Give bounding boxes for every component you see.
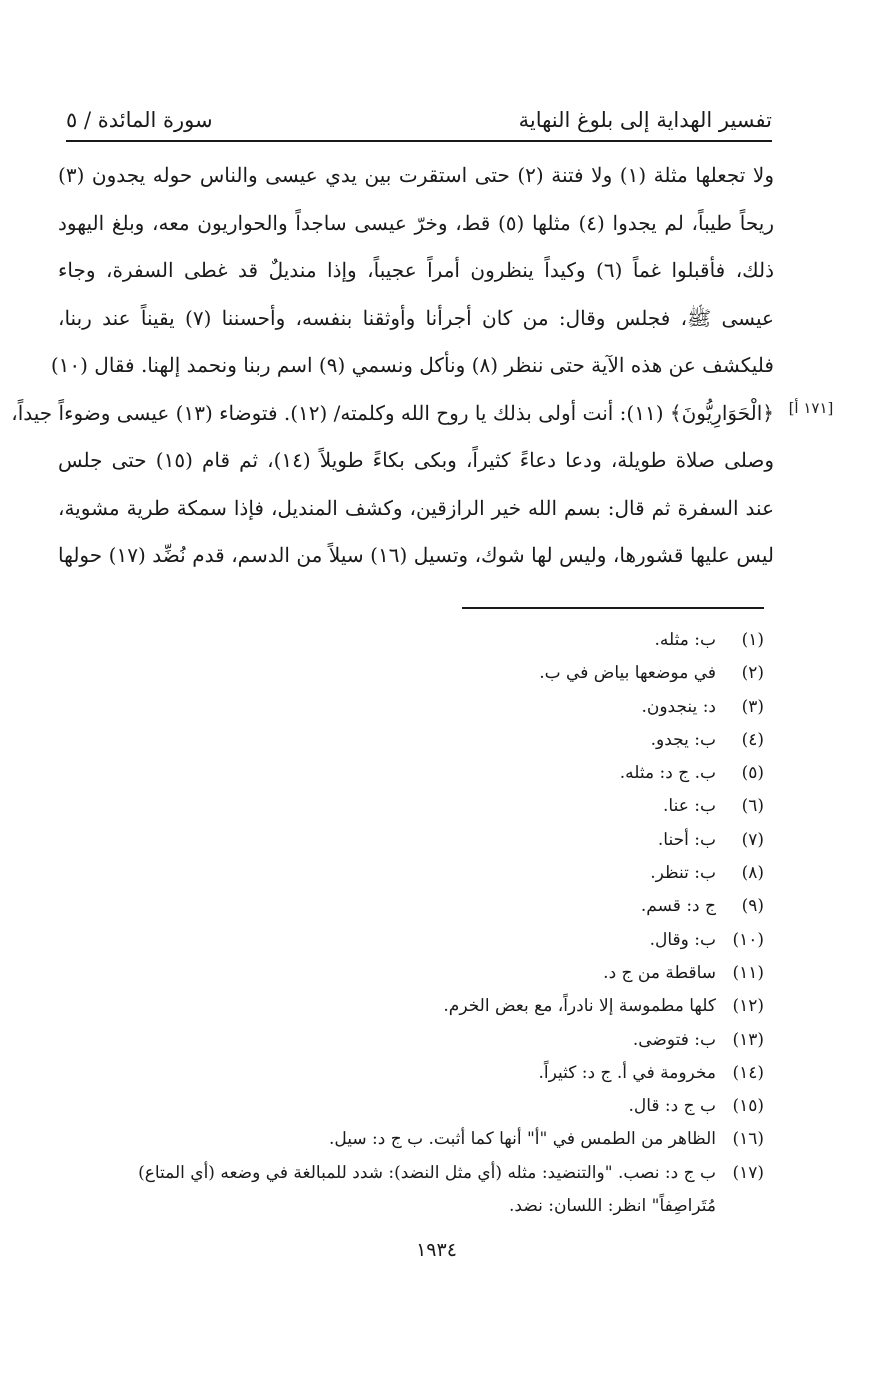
footnote-text: ب: وقال.	[649, 929, 716, 950]
footnote	[70, 1090, 764, 1123]
footnote-number: (١١)	[732, 962, 764, 983]
footnote-text: في موضعها بياض في ب.	[539, 663, 716, 684]
footnote	[70, 857, 764, 890]
footnote-number: (٦)	[741, 796, 764, 817]
footnote-number: (٨)	[741, 863, 764, 884]
text-line: ريحاً طيباً، لم يجدوا (٤) مثلها (٥) قط، وخرّ عيسى ساجداً والحواريون معه، وبلغ اليهود	[58, 210, 774, 235]
header-rule	[66, 140, 772, 142]
footnote-text: ب: مثله.	[654, 630, 716, 650]
footnote-number: (١٤)	[732, 1062, 764, 1083]
footnote-number: (١٢)	[732, 996, 764, 1017]
footnote	[70, 691, 764, 724]
footnote	[70, 790, 764, 823]
footnote-number: (٣)	[741, 696, 764, 717]
footnote-text: ج د: قسم.	[640, 896, 716, 917]
surah-page-label: سورة المائدة / ٥	[66, 108, 213, 132]
footnote-rule	[462, 607, 764, 609]
footnote	[70, 724, 764, 757]
footnote-number: (١٠)	[732, 929, 764, 950]
footnote	[70, 990, 764, 1023]
text-line: ليس عليها قشورها، وليس لها شوك، وتسيل (١٦) سيلاً من الدسم، قدم نُضِّد (١٧) حولها	[58, 543, 775, 567]
book-title: تفسير الهداية إلى بلوغ النهاية	[518, 108, 772, 132]
text-line: ذلك، فأقبلوا غماً (٦) وكيداً ينظرون أمراً عجيباً، وإذا منديلٌ قد غطى السفرة، وجاء	[58, 258, 775, 282]
footnote-number: (٧)	[741, 829, 764, 850]
footnote	[70, 624, 764, 657]
footnote-number: (١٣)	[732, 1029, 764, 1050]
footnote-text: ب ج د: نصب. "والتنضيد: مثله (أي مثل النضد): شدد للمبالغة في وضعه (أي المتاع)	[138, 1162, 716, 1183]
footnotes	[70, 624, 764, 1223]
text-line: ولا تجعلها مثلة (١) ولا فتنة (٢) حتى استقرت بين يدي عيسى والناس حوله يجدون (٣)	[58, 163, 774, 187]
text-line: فليكشف عن هذه الآية حتى ننظر (٨) ونأكل ونسمي (٩) اسم ربنا ونحمد إلهنا. فقال (١٠)	[50, 353, 774, 377]
footnote-text: ب: تنظر.	[650, 863, 716, 884]
text-line: ﴿الْحَوَارِيُّونَ﴾ (١١): أنت أولى بذلك يا روح الله وكلمته/ (١٢). فتوضاء (١٣) عيسى وضوءاً جيداً،	[11, 400, 774, 425]
footnote-continuation: مُتَراصِفاً" انظر: اللسان: نضد.	[509, 1196, 716, 1217]
footnote	[70, 657, 764, 690]
footnote-number: (١٥)	[732, 1096, 764, 1117]
main-text	[11, 152, 775, 580]
text-line: وصلى صلاة طويلة، ودعا دعاءً كثيراً، وبكى بكاءً طويلاً (١٤)، ثم قام (١٥) حتى جلس	[58, 448, 775, 472]
text-line: عيسى ﷺ، فجلس وقال: من كان أجرأنا وأوثقنا بنفسه، وأحسننا (٧) يقيناً عند ربنا،	[58, 305, 774, 330]
footnote-text: ب ج د: قال.	[628, 1096, 716, 1117]
footnote	[70, 757, 764, 790]
footnote-number: (٢)	[741, 663, 764, 684]
footnote-text: د: ينجدون.	[641, 696, 716, 717]
footnote	[70, 1024, 764, 1057]
page-number: ١٩٣٤	[416, 1239, 457, 1261]
text-line: عند السفرة ثم قال: بسم الله خير الرازقين، وكشف المنديل، فإذا سمكة طرية مشوية،	[58, 495, 774, 520]
footnote-number: (٤)	[741, 729, 764, 750]
footnote	[70, 890, 764, 923]
footnote	[70, 1057, 764, 1090]
footnote-text: ب. ج د: مثله.	[619, 763, 716, 784]
footnote-number: (١٦)	[732, 1129, 764, 1150]
footnote	[70, 1123, 764, 1156]
footnote-text: ب: عنا.	[663, 796, 716, 817]
footnote	[70, 957, 764, 990]
footnote-text: ب: فتوضى.	[632, 1029, 716, 1050]
footnote-text: الظاهر من الطمس في "أ" أنها كما أثبت. ب ج د: سيل.	[328, 1129, 716, 1150]
footnote-number: (٥)	[741, 763, 764, 784]
manuscript-folio-marker: [١٧١ أ]	[788, 399, 834, 417]
footnote	[70, 824, 764, 857]
footnote-number: (١)	[741, 630, 764, 650]
footnote	[70, 924, 764, 957]
footnote-number: (١٧)	[732, 1162, 764, 1183]
footnote-number: (٩)	[741, 896, 764, 917]
footnote	[70, 1157, 764, 1190]
footnote-text: ب: يجدو.	[650, 729, 716, 750]
footnote-text: ساقطة من ج د.	[603, 962, 716, 983]
running-header	[66, 98, 772, 134]
footnote-text: كلها مطموسة إلا نادراً، مع بعض الخرم.	[443, 996, 716, 1017]
footnote-text: مخرومة في أ. ج د: كثيراً.	[538, 1062, 716, 1083]
footnote-text: ب: أحنا.	[657, 829, 716, 850]
